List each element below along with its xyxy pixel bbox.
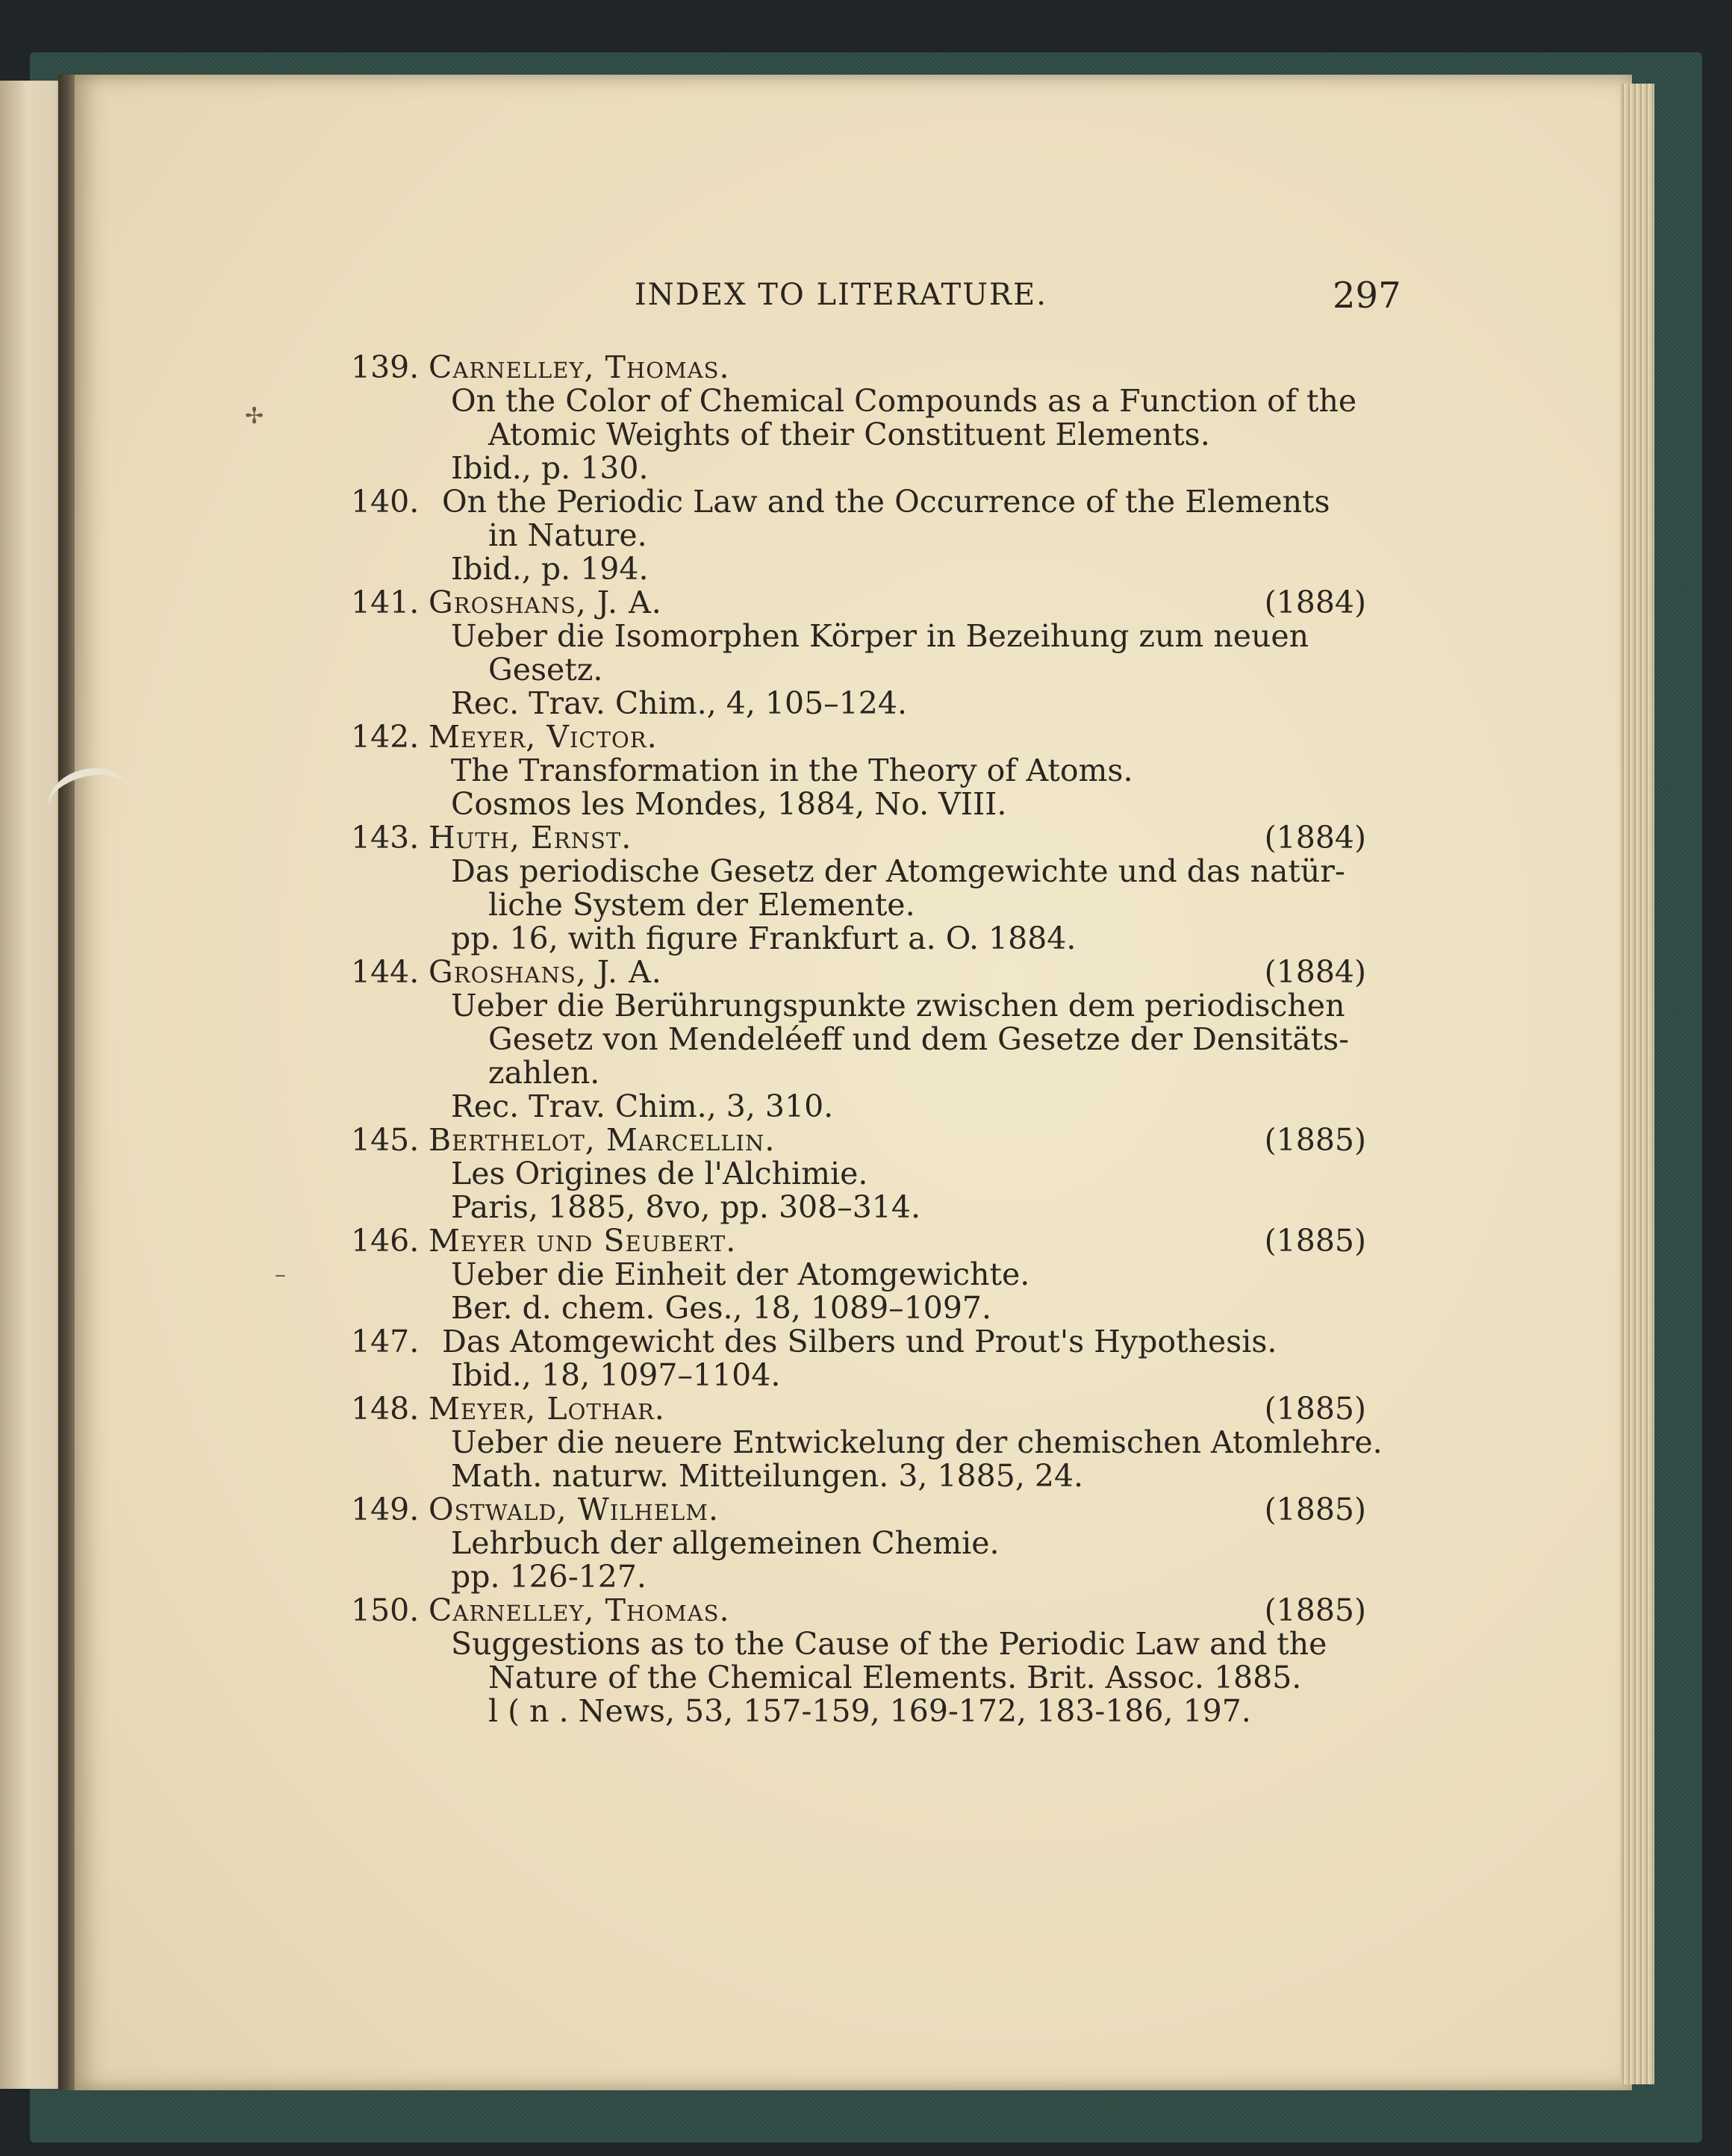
index-entry	[351, 485, 1404, 586]
entry-heading	[351, 1392, 1404, 1426]
entry-heading	[351, 821, 1404, 855]
entry-heading	[351, 956, 1404, 989]
index-entry	[351, 1392, 1404, 1493]
pencil-mark-icon: ✢	[245, 403, 264, 429]
entry-year: (1885)	[1264, 1592, 1366, 1628]
page-fore-edge	[1620, 84, 1654, 2084]
index-entry	[351, 1325, 1404, 1392]
entry-line: Ueber die Isomorphen Körper in Bezeihung zum neuen	[451, 618, 1309, 654]
entry-heading	[351, 1325, 1404, 1359]
entry-line: Ibid., 18, 1097–1104.	[451, 1357, 781, 1393]
index-entry	[351, 351, 1404, 485]
entry-year: (1884)	[1264, 585, 1366, 620]
entry-line: Gesetz.	[488, 652, 603, 688]
entry-title: On the Periodic Law and the Occurrence of the Elements	[442, 484, 1330, 520]
entry-author: Ostwald, Wilhelm.	[429, 1492, 720, 1527]
entry-line: liche System der Elemente.	[488, 887, 915, 923]
entry-line: Gesetz von Mendeléeff und dem Gesetze der Densitäts-	[488, 1021, 1350, 1057]
entry-year: (1884)	[1264, 954, 1366, 990]
entry-line: Ibid., p. 194.	[451, 551, 649, 587]
entry-line: Les Origines de l'Alchimie.	[451, 1156, 868, 1191]
index-entry	[351, 586, 1404, 720]
entry-number: 148.	[351, 1391, 420, 1427]
entry-line: On the Color of Chemical Compounds as a Function of the	[451, 383, 1357, 419]
entry-author: Groshans, J. A.	[429, 585, 662, 620]
entry-heading	[351, 485, 1404, 519]
index-entry	[351, 720, 1404, 821]
entry-line: The Transformation in the Theory of Atoms.	[451, 753, 1133, 788]
entry-line: pp. 126-127.	[451, 1559, 647, 1595]
entry-line: Lehrbuch der allgemeinen Chemie.	[451, 1525, 1000, 1561]
entry-author: Meyer, Victor.	[429, 719, 658, 755]
entry-line: in Nature.	[488, 517, 647, 553]
entry-line: Rec. Trav. Chim., 3, 310.	[451, 1088, 834, 1124]
entry-year: (1885)	[1264, 1492, 1366, 1527]
index-entry	[351, 1124, 1404, 1224]
entry-line: l ( n . News, 53, 157-159, 169-172, 183-186, 197.	[488, 1693, 1251, 1729]
entry-year: (1885)	[1264, 1122, 1366, 1158]
entry-line: Math. naturw. Mitteilungen. 3, 1885, 24.	[451, 1458, 1084, 1494]
entry-number: 147.	[351, 1324, 420, 1359]
running-title: INDEX TO LITERATURE.	[635, 278, 1047, 312]
entry-number: 149.	[351, 1492, 420, 1527]
entry-number: 150.	[351, 1592, 420, 1628]
entry-number: 140.	[351, 484, 420, 520]
entry-line: Ueber die neuere Entwickelung der chemischen Atomlehre.	[451, 1424, 1383, 1460]
literature-index	[351, 351, 1404, 1728]
entry-number: 143.	[351, 820, 420, 856]
index-entry	[351, 956, 1404, 1124]
index-entry	[351, 1493, 1404, 1594]
entry-author: Meyer und Seubert.	[429, 1223, 737, 1259]
entry-line: Ber. d. chem. Ges., 18, 1089–1097.	[451, 1290, 992, 1326]
entry-line: Ibid., p. 130.	[451, 450, 649, 486]
page-number: 297	[1333, 275, 1401, 317]
margin-dash-icon: –	[275, 1262, 286, 1288]
entry-number: 142.	[351, 719, 420, 755]
entry-line: Rec. Trav. Chim., 4, 105–124.	[451, 685, 907, 721]
entry-year: (1885)	[1264, 1391, 1366, 1427]
entry-line: Nature of the Chemical Elements. Brit. Assoc. 1885.	[488, 1660, 1302, 1695]
entry-year: (1884)	[1264, 820, 1366, 856]
entry-author: Berthelot, Marcellin.	[429, 1122, 776, 1158]
entry-author: Carnelley, Thomas.	[429, 349, 730, 385]
entry-heading	[351, 1594, 1404, 1627]
entry-number: 141.	[351, 585, 420, 620]
entry-line: pp. 16, with figure Frankfurt a. O. 1884.	[451, 920, 1077, 956]
entry-number: 139.	[351, 349, 420, 385]
entry-title: Das Atomgewicht des Silbers und Prout's Hypothesis.	[442, 1324, 1277, 1359]
entry-number: 146.	[351, 1223, 420, 1259]
index-entry	[351, 1224, 1404, 1325]
entry-line: Suggestions as to the Cause of the Periodic Law and the	[451, 1626, 1327, 1662]
entry-year: (1885)	[1264, 1223, 1366, 1259]
entry-line: Ueber die Einheit der Atomgewichte.	[451, 1256, 1030, 1292]
entry-author: Groshans, J. A.	[429, 954, 662, 990]
entry-line: zahlen.	[488, 1055, 600, 1091]
running-head	[0, 275, 1732, 323]
entry-author: Carnelley, Thomas.	[429, 1592, 730, 1628]
index-entry	[351, 1594, 1404, 1728]
entry-line: Das periodische Gesetz der Atomgewichte und das natür-	[451, 853, 1345, 889]
entry-number: 144.	[351, 954, 420, 990]
entry-line: Paris, 1885, 8vo, pp. 308–314.	[451, 1189, 921, 1225]
entry-line: Cosmos les Mondes, 1884, No. VIII.	[451, 786, 1007, 822]
entry-heading	[351, 351, 1404, 384]
entry-author: Meyer, Lothar.	[429, 1391, 665, 1427]
entry-author: Huth, Ernst.	[429, 820, 632, 856]
entry-heading	[351, 1124, 1404, 1157]
entry-heading	[351, 1224, 1404, 1258]
entry-line: Atomic Weights of their Constituent Elements.	[488, 417, 1210, 452]
index-entry	[351, 821, 1404, 956]
entry-heading	[351, 720, 1404, 754]
book-gutter	[58, 75, 75, 2090]
entry-number: 145.	[351, 1122, 420, 1158]
entry-line: Ueber die Berührungspunkte zwischen dem periodischen	[451, 988, 1345, 1024]
entry-heading	[351, 1493, 1404, 1527]
entry-heading	[351, 586, 1404, 620]
